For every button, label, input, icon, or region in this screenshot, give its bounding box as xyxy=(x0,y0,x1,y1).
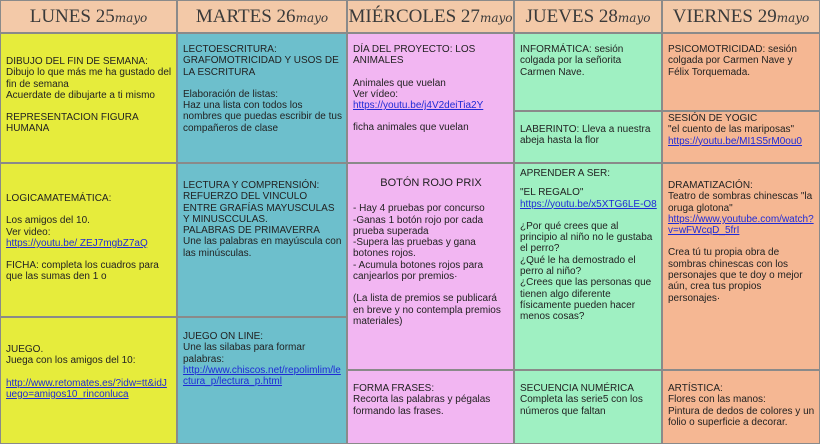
cell-text: Teatro de sombras chinescas "la oruga glotona" xyxy=(668,191,813,214)
video-link[interactable]: https://youtu.be/j4V2deiTia2Y xyxy=(353,100,484,112)
martes-juego-cell xyxy=(177,317,347,444)
video-link[interactable]: https://youtu.be/x5XTG6LE-O8 xyxy=(520,198,657,210)
cell-text: PALABRAS DE PRIMAVERRA xyxy=(183,225,320,237)
cell-text: FICHA: completa los cuadros para que las sumas den 1 o xyxy=(6,260,159,283)
jueves-aprender-cell xyxy=(514,163,662,370)
cell-text: ¿Crees que las personas que tienen algo diferente físicamente pueden hacer menos cosas? xyxy=(520,277,652,323)
header-day: MIÉRCOLES 27 xyxy=(348,6,480,27)
jueves-secuencia-cell xyxy=(514,370,662,444)
miercoles-proyecto-cell xyxy=(347,33,514,163)
cell-text: ficha animales que vuelan xyxy=(353,122,469,134)
video-link[interactable]: https://youtu.be/MI1S5rM0ou0 xyxy=(668,135,802,147)
cell-text: Flores con las manos: xyxy=(668,394,766,406)
cell-text: INFORMÁTICA: sesión colgada por la señorita Carmen Nave. xyxy=(520,44,624,78)
header-month: mayo xyxy=(114,11,148,25)
viernes-yoga-cell xyxy=(662,111,820,163)
game-link[interactable]: http://www.chiscos.net/repolimlim/lectura_p/lectura_p.html xyxy=(183,364,341,388)
cell-text: "el cuento de las mariposas" xyxy=(668,124,795,136)
lunes-logicamatematica-cell xyxy=(0,163,177,317)
martes-lectoescritura-cell xyxy=(177,33,347,163)
cell-title: BOTÓN ROJO PRIX xyxy=(380,177,482,189)
cell-text: Completa las serie5 con los números que faltan xyxy=(520,394,643,417)
cell-title: DRAMATIZACIÓN: xyxy=(668,180,753,191)
header-day: LUNES 25 xyxy=(29,6,115,27)
cell-title: LOGICAMATEMÁTICA: xyxy=(6,193,112,204)
header-month: mayo xyxy=(479,11,513,25)
header-day: MARTES 26 xyxy=(195,6,296,27)
header-day: JUEVES 28 xyxy=(525,6,618,27)
cell-text: -Ganas 1 botón rojo por cada prueba superada xyxy=(353,214,484,237)
cell-text: Crea tú tu propia obra de sombras chinescas con los personajes que te doy o mejor aún, crea tus propios personajes· xyxy=(668,247,803,304)
lunes-dibujo-cell xyxy=(0,33,177,163)
header-jueves xyxy=(514,0,662,33)
cell-text: Ver vídeo: xyxy=(353,88,399,100)
jueves-informatica-cell xyxy=(514,33,662,111)
cell-text: ¿Qué le ha demostrado el perro al niño? xyxy=(520,254,636,278)
cell-title: LECTURA Y COMPRENSIÓN: xyxy=(183,180,320,191)
cell-text: ¿Por qué crees que al principio al niño no le gustaba el perro? xyxy=(520,220,653,255)
cell-text: - Acumula botones rojos para canjearlos por premios· xyxy=(353,259,484,283)
header-month: mayo xyxy=(617,11,651,25)
video-link[interactable]: https://www.youtube.com/watch?v=wFWcqD_5frI xyxy=(668,213,814,237)
miercoles-boton-rojo-cell xyxy=(347,163,514,370)
cell-text: (La lista de premios se publicará en breve y no contempla premios materiales) xyxy=(353,293,501,327)
cell-text: Une las silabas para formar palabras: xyxy=(183,342,306,365)
cell-text: Elaboración de listas: xyxy=(183,88,279,100)
cell-text: GRAFOMOTRICIDAD Y USOS DE LA ESCRITURA xyxy=(183,55,339,78)
cell-title: DÍA DEL PROYECTO: LOS ANIMALES xyxy=(353,44,476,67)
jueves-laberinto-cell xyxy=(514,111,662,163)
cell-text: Dibujo lo que más me ha gustado del fin de semana xyxy=(6,67,172,90)
martes-lectura-cell xyxy=(177,163,347,317)
cell-title: JUEGO ON LINE: xyxy=(183,331,264,342)
viernes-psicomotricidad-cell xyxy=(662,33,820,111)
cell-text: Ver video: xyxy=(6,226,51,238)
cell-text: Recorta las palabras y pégalas formando las frases. xyxy=(353,394,491,417)
cell-text: Haz una lista con todos los nombres que puedas escribir de tus compañeros de clase xyxy=(183,100,342,134)
lunes-juego-cell xyxy=(0,317,177,444)
cell-text: REPRESENTACION FIGURA HUMANA xyxy=(6,112,139,135)
cell-text: Une las palabras en mayúscula con las minúsculas. xyxy=(183,236,342,259)
cell-text: PSICOMOTRICIDAD: sesión colgada por Carmen Nave y Félix Torquemada. xyxy=(668,44,797,78)
header-viernes xyxy=(662,0,820,33)
viernes-dramatizacion-cell xyxy=(662,163,820,370)
cell-title: DIBUJO DEL FIN DE SEMANA: xyxy=(6,56,148,67)
cell-title: APRENDER A SER: xyxy=(520,168,611,179)
video-link[interactable]: https://youtu.be/ ZEJ7mgbZ7aQ xyxy=(6,237,148,249)
cell-text: REFUERZO DEL VINCULO ENTRE GRAFÍAS MAYUSCULAS Y MINUSCCULAS. xyxy=(183,191,335,225)
cell-text: Los amigos del 10. xyxy=(6,215,90,227)
cell-title: ARTÍSTICA: xyxy=(668,383,723,394)
cell-text: Acuerdate de dibujarte a ti mismo xyxy=(6,89,155,101)
header-day: VIERNES 29 xyxy=(672,6,777,27)
cell-text: LABERINTO: Lleva a nuestra abeja hasta la flor xyxy=(520,124,651,147)
cell-title: FORMA FRASES: xyxy=(353,383,435,394)
cell-text: Juega con los amigos del 10: xyxy=(6,355,136,367)
miercoles-frases-cell xyxy=(347,370,514,444)
header-month: mayo xyxy=(776,11,810,25)
header-month: mayo xyxy=(295,11,329,25)
header-lunes xyxy=(0,0,177,33)
game-link[interactable]: http://www.retomates.es/?idw=tt&idJuego=amigos10_rinconluca xyxy=(6,377,167,400)
viernes-artistica-cell xyxy=(662,370,820,444)
cell-text: "EL REGALO" xyxy=(520,187,584,199)
cell-title: SECUENCIA NUMÉRICA xyxy=(520,383,634,394)
cell-text: - Hay 4 pruebas por concurso xyxy=(353,203,485,215)
cell-text: Animales que vuelan xyxy=(353,77,446,89)
cell-title: SESIÓN DE YOGIC xyxy=(668,113,758,124)
header-martes xyxy=(177,0,347,33)
cell-title: JUEGO. xyxy=(6,344,44,355)
header-miercoles xyxy=(347,0,514,33)
cell-title: LECTOESCRITURA: xyxy=(183,44,277,55)
cell-text: Pintura de dedos de colores y un folio o superficie a decorar. xyxy=(668,405,815,428)
cell-text: -Supera las pruebas y gana botones rojos. xyxy=(353,237,476,260)
